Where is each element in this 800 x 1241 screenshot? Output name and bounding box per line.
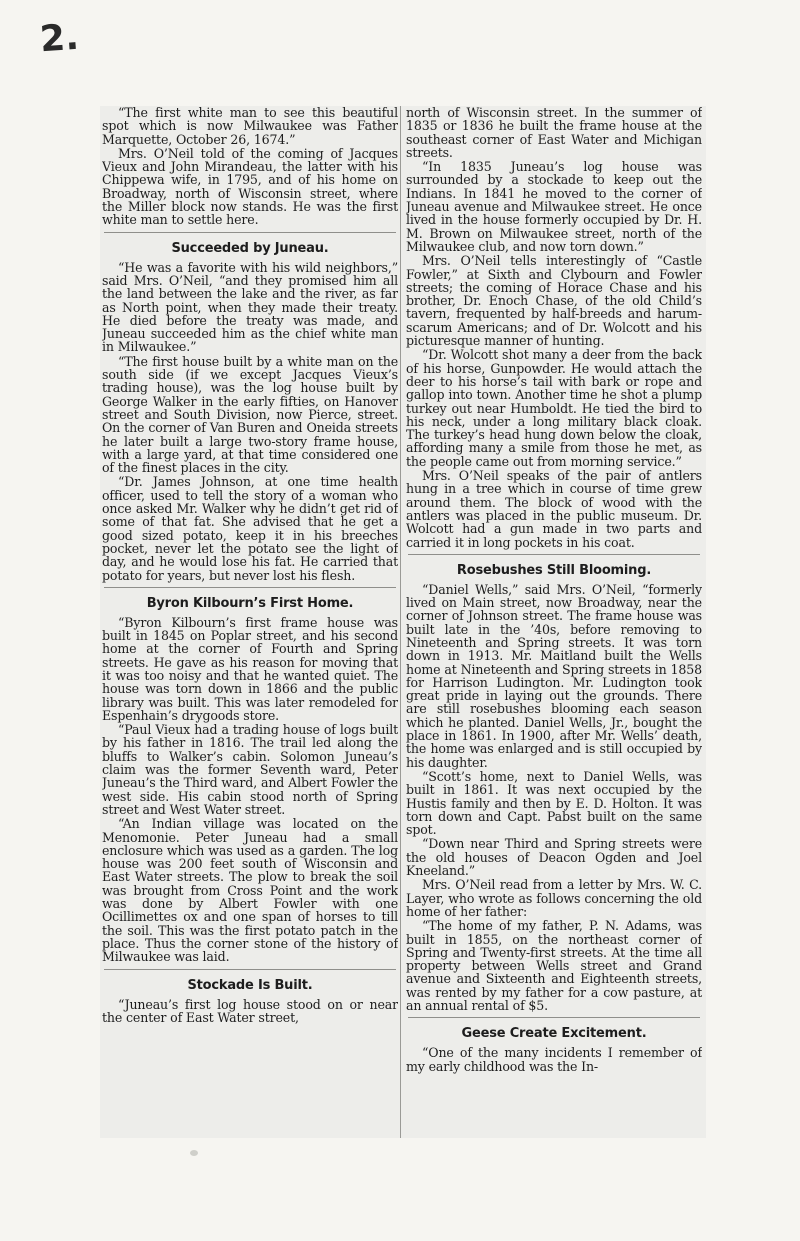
- section-rule: [408, 1017, 700, 1018]
- article-paragraph: Mrs. O’Neil read from a letter by Mrs. W. C. Layer, who wrote as follows concerning the old home of her father:: [406, 877, 702, 919]
- section-rule: [104, 232, 396, 233]
- column-divider: [400, 106, 401, 1138]
- article-paragraph: Mrs. O’Neil told of the coming of Jacques Vieux and John Mirandeau, the latter with his Chippewa wife, in 1795, and of his home on Broadway, north of Wisconsin street, where the Miller block now stands. He was the first white man to settle here.: [102, 145, 398, 228]
- handwritten-page-number: 2.: [38, 16, 81, 61]
- article-paragraph: “The first white man to see this beautiful spot which is now Milwaukee was Father Marquette, October 26, 1674.”: [102, 106, 398, 147]
- article-paragraph: “Daniel Wells,” said Mrs. O’Neil, “formerly lived on Main street, now Broadway, near the corner of Johnson street. The frame house was built late in the ’40s, before removing to Nineteenth and Spring streets. It was torn down in 1913. Mr. Maitland built the Wells home at Nineteenth and Spring streets in 1858 for Harrison Ludington. Mr. Ludington took great pride in laying out the grounds. There are still rosebushes blooming each season which he planted. Daniel Wells, Jr., bought the place in 1861. In 1900, after Mr. Wells’ death, the home was enlarged and is still occupied by his daughter.: [406, 581, 702, 770]
- article-paragraph: “Down near Third and Spring streets were the old houses of Deacon Ogden and Joel Kneeland.”: [406, 836, 702, 879]
- article-paragraph: “Paul Vieux had a trading house of logs built by his father in 1816. The trail led along the bluffs to Walker’s cabin. Solomon Juneau’s claim was the former Seventh ward, Peter Juneau’s the Third ward, and Albert Fowler the west side. His cabin stood north of Spring street and West Water street.: [102, 722, 398, 817]
- left-column: [102, 106, 398, 1138]
- article-paragraph: “One of the many incidents I remember of my early childhood was the In-: [406, 1045, 702, 1074]
- ink-smudge: [190, 1150, 198, 1156]
- article-paragraph: “Dr. James Johnson, at one time health officer, used to tell the story of a woman who once asked Mr. Walker why he didn’t get rid of some of that fat. She advised that he get a good sized potato, keep it in his breeches pocket, never let the potato see the light of day, and he would lose his fat. He carried that potato for years, but never lost his flesh.: [102, 474, 398, 583]
- right-column: [406, 106, 702, 1138]
- section-rule: [104, 587, 396, 588]
- article-paragraph: “He was a favorite with his wild neighbors,” said Mrs. O’Neil, “and they promised him all the land between the lake and the river, as far as North point, when they made their treaty. He died before the treaty was made, and Juneau succeeded him as the chief white man in Milwaukee.”: [102, 259, 398, 355]
- article-paragraph: Mrs. O’Neil speaks of the pair of antlers hung in a tree which in course of time grew around them. The block of wood with the antlers was placed in the public museum. Dr. Wolcott had a gun made in two parts and carried it in long pockets in his coat.: [406, 468, 702, 550]
- article-paragraph: “Byron Kilbourn’s first frame house was built in 1845 on Poplar street, and his second home at the corner of Fourth and Spring streets. He gave as his reason for moving that it was too noisy and that he wanted quiet. The house was torn down in 1866 and the public library was built. This was later remodeled for Espenhain’s drygoods store.: [102, 614, 398, 723]
- article-paragraph: “Juneau’s first log house stood on or near the center of East Water street,: [102, 996, 398, 1025]
- section-heading: Geese Create Excitement.: [461, 1026, 647, 1042]
- article-paragraph: Mrs. O’Neil tells interestingly of “Castle Fowler,” at Sixth and Clybourn and Fowler streets; the coming of Horace Chase and his brother, Dr. Enoch Chase, of the old Child’s tavern, frequented by half-breeds and harum-scarum Americans; and of Dr. Wolcott and his picturesque manner of hunting.: [406, 253, 702, 349]
- section-rule: [408, 554, 700, 555]
- section-rule: [104, 969, 396, 970]
- section-heading: Succeeded by Juneau.: [171, 240, 329, 256]
- article-paragraph: “An Indian village was located on the Menomonie. Peter Juneau had a small enclosure which was used as a garden. The log house was 200 feet south of Wisconsin and East Water streets. The plow to break the soil was brought from Cross Point and the work was done by Albert Fowler with one Ocillimettes ox and one span of horses to till the soil. This was the first potato patch in the place. Thus the corner stone of the history of Milwaukee was laid.: [102, 816, 398, 965]
- article-paragraph: “The first house built by a white man on the south side (if we except Jacques Vieux’s trading house), was the log house built by George Walker in the early fifties, on Hanover street and South Division, now Pierce, street. On the corner of Van Buren and Oneida streets he later built a large two-story frame house, with a large yard, at that time considered one of the finest places in the city.: [102, 353, 398, 476]
- article-paragraph: north of Wisconsin street. In the summer of 1835 or 1836 he built the frame house at the southeast corner of East Water and Michigan streets.: [406, 106, 702, 160]
- section-heading: Byron Kilbourn’s First Home.: [146, 595, 354, 611]
- article-paragraph: “Dr. Wolcott shot many a deer from the back of his horse, Gunpowder. He would attach the deer to his horse’s tail with bark or rope and gallop into town. Another time he shot a plump turkey out near Humboldt. He tied the bird to his neck, under a long military black cloak. The turkey’s head hung down below the cloak, affording many a smile from those he met, as the people came out from morning service.”: [406, 347, 702, 469]
- article-paragraph: “Scott’s home, next to Daniel Wells, was built in 1861. It was next occupied by the Hustis family and then by E. D. Holton. It was torn down and Capt. Pabst built on the same spot.: [406, 768, 702, 838]
- newspaper-clipping: [100, 106, 706, 1138]
- article-paragraph: “The home of my father, P. N. Adams, was built in 1855, on the northeast corner of Spring and Twenty-first streets. At the time all property between Wells street and Grand avenue and Sixteenth and Eighteenth streets, was rented by my father for a cow pasture, at an annual rental of $5.: [406, 918, 702, 1013]
- section-heading: Stockade Is Built.: [187, 977, 313, 993]
- section-heading: Rosebushes Still Blooming.: [456, 562, 652, 578]
- article-paragraph: “In 1835 Juneau’s log house was surrounded by a stockade to keep out the Indians. In 1841 he moved to the corner of Juneau avenue and Milwaukee street. He once lived in the house formerly occupied by Dr. H. M. Brown on Milwaukee street, north of the Milwaukee club, and now torn down.”: [406, 159, 702, 254]
